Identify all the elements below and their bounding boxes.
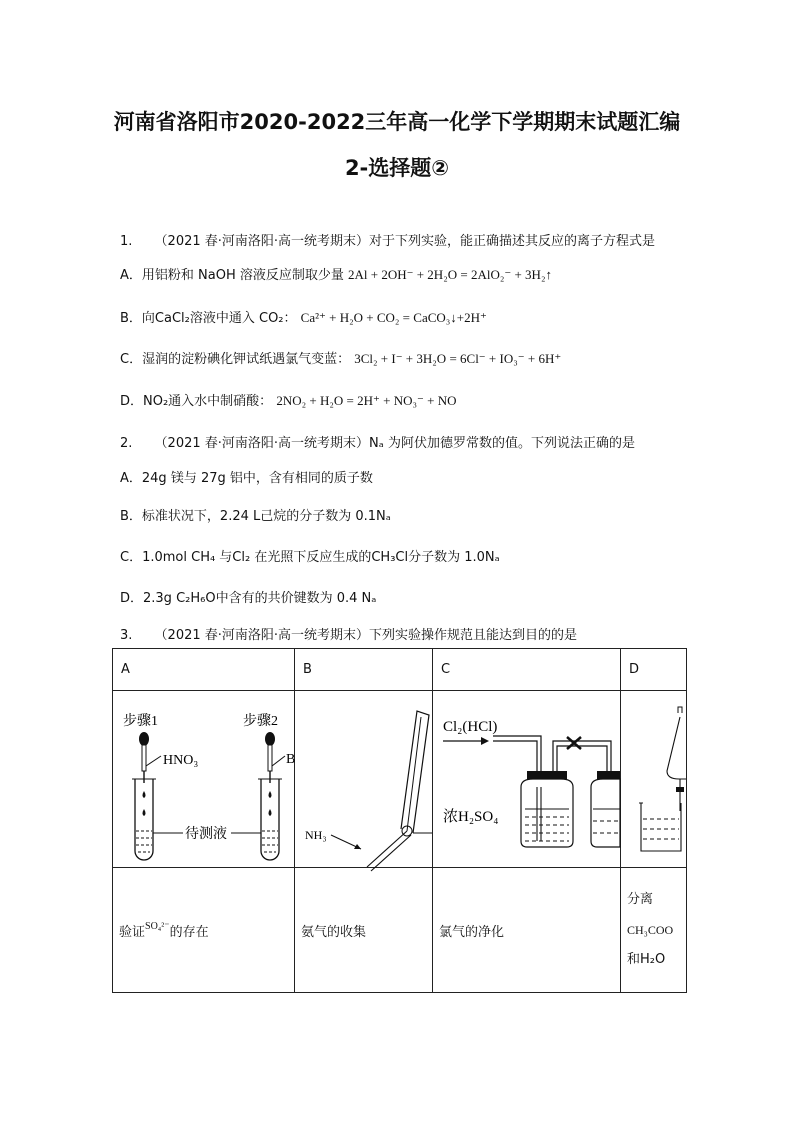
reagent-label: HNO₃ <box>163 753 199 768</box>
caption-a: 验证$^{SO_4^{2-}}$的存在 <box>113 868 295 993</box>
question-number: 2. <box>120 436 133 451</box>
option-text: D．NO₂通入水中制硝酸： <box>120 394 273 409</box>
separatory-funnel-figure <box>621 691 686 867</box>
question-stem: （2021 春·河南洛阳·高一统考期末）下列实验操作规范且能达到目的的是 <box>154 628 578 643</box>
question-stem: （2021 春·河南洛阳·高一统考期末）对于下列实验，能正确描述其反应的离子方程式是 <box>154 234 656 249</box>
table-header-row <box>113 649 687 691</box>
cut-label: B <box>286 752 296 767</box>
experiment-table <box>112 648 687 993</box>
table-caption-row <box>113 868 687 993</box>
chlorine-purification-figure <box>433 691 620 867</box>
page-title-line2: 2-选择题② <box>344 156 450 180</box>
option-equation: 2Al + 2OH⁻ + 2H₂O = 2AlO₂⁻ + 3H₂↑ <box>348 267 552 282</box>
liquid-label: 待测液 <box>185 827 227 842</box>
table-figure-row <box>113 691 687 868</box>
option-1b <box>120 307 487 326</box>
ammonia-collection-figure <box>295 691 432 867</box>
caption-b: 氨气的收集 <box>295 868 433 993</box>
option-1d <box>120 390 456 409</box>
option-text: A．用铝粉和 NaOH 溶液反应制取少量 <box>120 268 344 283</box>
option-1a <box>120 264 552 283</box>
option-2a: A．24g 镁与 27g 铝中，含有相同的质子数 <box>120 471 373 486</box>
header-d: D <box>621 649 687 691</box>
option-2d: D．2.3g C₂H₆O中含有的共价键数为 0.4 Nₐ <box>120 591 377 606</box>
option-text: B．向CaCl₂溶液中通入 CO₂： <box>120 311 297 326</box>
header-a: A <box>113 649 295 691</box>
page-title-line1: 河南省洛阳市2020-2022三年高一化学下学期期末试题汇编 <box>113 110 681 134</box>
option-equation: 3Cl₂ + I⁻ + 3H₂O = 6Cl⁻ + IO₃⁻ + 6H⁺ <box>354 351 562 366</box>
figure-a-cell <box>113 691 295 868</box>
gas-label: Cl₂(HCl) <box>443 719 498 735</box>
question-1 <box>120 230 655 249</box>
option-1c <box>120 348 561 367</box>
question-2 <box>120 432 635 451</box>
question-number: 3. <box>120 628 133 643</box>
header-c: C <box>433 649 621 691</box>
option-2c: C．1.0mol CH₄ 与Cl₂ 在光照下反应生成的CH₃Cl分子数为 1.0Nₐ <box>120 550 500 565</box>
option-2b: B．标准状况下，2.24 L己烷的分子数为 0.1Nₐ <box>120 509 391 524</box>
test-tubes-figure <box>113 691 294 867</box>
question-number: 1. <box>120 234 133 249</box>
step2-label: 步骤2 <box>243 714 278 729</box>
sulfate-ion: SO₄²⁻ <box>145 920 170 932</box>
question-3 <box>120 624 577 643</box>
caption-d: 分离 CH₃COO 和H₂O <box>621 868 687 993</box>
step1-label: 步骤1 <box>123 714 158 729</box>
caption-c: 氯气的净化 <box>433 868 621 993</box>
header-b: B <box>295 649 433 691</box>
option-equation: Ca²⁺ + H₂O + CO₂ = CaCO₃↓+2H⁺ <box>300 310 487 325</box>
reagent-label: 浓H₂SO₄ <box>443 809 499 825</box>
question-stem: （2021 春·河南洛阳·高一统考期末）Nₐ 为阿伏加德罗常数的值。下列说法正确的是 <box>154 436 635 451</box>
gas-label: NH₃ <box>305 828 327 842</box>
option-equation: 2NO₂ + H₂O = 2H⁺ + NO₃⁻ + NO <box>276 393 457 408</box>
option-text: C．湿润的淀粉碘化钾试纸遇氯气变蓝： <box>120 352 351 367</box>
figure-d-cell <box>621 691 687 868</box>
figure-c-cell <box>433 691 621 868</box>
figure-b-cell <box>295 691 433 868</box>
